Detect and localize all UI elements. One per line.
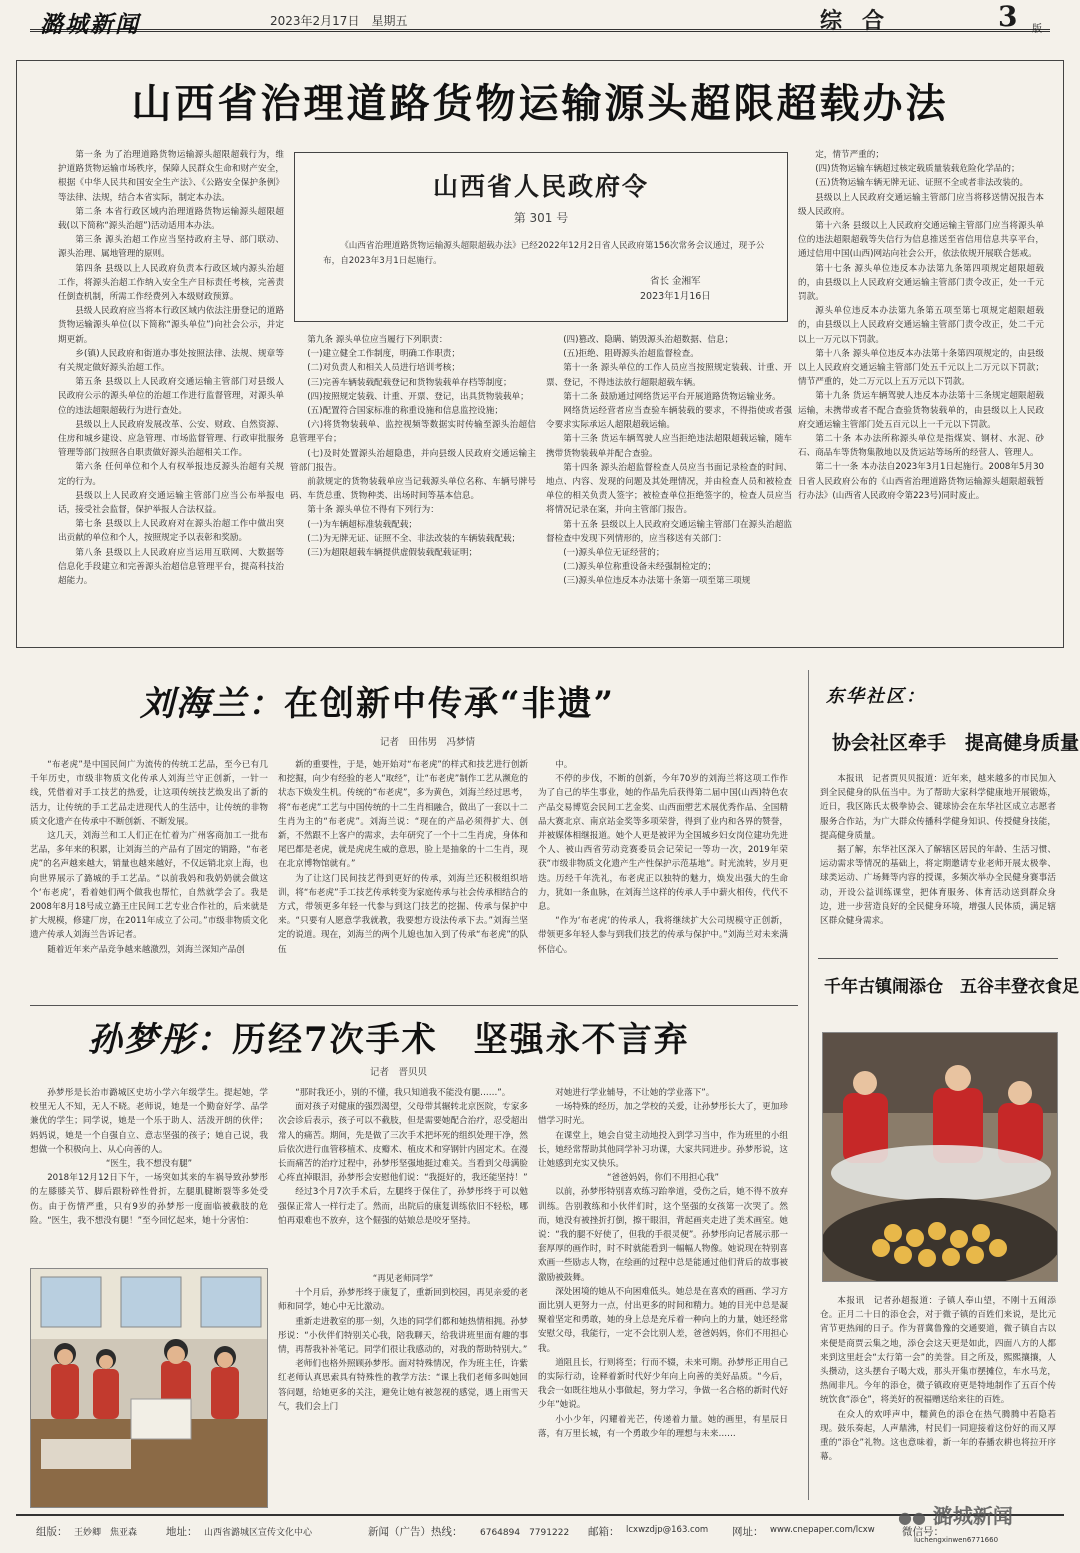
issue-date: 2023年2月17日 星期五 [270, 14, 408, 28]
article-paragraph: (一)源头单位无证经营的； [563, 548, 665, 559]
article-paragraph: (二)为无牌无证、证照不全、非法改装的车辆装载配载； [307, 533, 521, 544]
article-paragraph: 源头单位违反本办法第九条第五项至第七项规定超限超载的，由县级以上人民政府交通运输主管部门责令改正，处二千元以上一万元以下罚款。 [798, 306, 1044, 345]
sun-headline [88, 1012, 690, 1061]
liu-byline: 记者 田伟男 冯梦情 [380, 737, 476, 748]
article-paragraph: “那时我还小，别的不懂，我只知道我不能没有腿……”。 [295, 1088, 511, 1098]
regulation-column-2 [290, 333, 536, 633]
article-paragraph: 定，情节严重的； [815, 150, 884, 160]
regulation-headline: 山西省治理道路货物运输源头超限超载办法 [131, 80, 949, 127]
article-paragraph: 为了让这门民间技艺得到更好的传承，刘海兰还积极组织培训，将“布老虎”手工技艺传承转变为家庭传承与社会传承相结合的方式，带领更多年轻一代参与到这门技艺的挖掘、传承与保护中来。“只要有人愿意学我就教，我要想方设法传承下去。”刘海兰坚定的说道。现在，刘海兰的两个儿媳也加入到了传承“布老虎”的队伍 [278, 873, 528, 955]
order-title: 山西省人民政府令 [432, 172, 649, 201]
article-paragraph: 孙梦彤是长治市潞城区史坊小学六年级学生。提起她，学校里无人不知，无人不晓。老师说，她是一个勤奋好学、品学兼优的学生；同学说，她是一个乐于助人、活泼开朗的伙伴；妈妈说，她是一个自强自立、意志坚强的孩子；她自己说，我想做一个积极向上、从心向善的人。 [30, 1088, 268, 1155]
footer-editor-label: 组版： [36, 1526, 68, 1538]
article-paragraph: 第十五条 县级以上人民政府交通运输主管部门在源头治超监督检查中发现下列情形的，应当移送有关部门： [546, 519, 792, 544]
sun-column-1 [30, 1086, 268, 1262]
article-paragraph: 县级人民政府应当将本行政区域内依法注册登记的道路货物运输源头单位(以下简称“源头单位”)向社会公示，并定期更新。 [58, 306, 284, 345]
article-paragraph: (四)篡改、隐瞒、销毁源头治超数据、信息； [563, 335, 734, 345]
masthead [30, 0, 1050, 38]
article-paragraph: 老师们也格外照顾孙梦彤。面对特殊情况，作为班主任，许紫红老师认真思索具有特殊性的教学方法：“课上我们老师多叫她回答问题，给她更多的关注，避免让她有被忽视的感觉，遇上雨雪天气，我们会上门 [278, 1359, 528, 1412]
article-paragraph: 面对孩子对健康的强烈渴望，父母带其辗转北京医院，专家多次会诊后表示，孩子可以不截肢，但是需要她配合治疗，忍受超出常人的痛苦。期间，先是做了三次手术把坏死的组织处理干净，然后依次进行血管移植术、皮瓣术、植皮术和穿钢针内固定术。在漫长而痛苦的治疗过程中，孙梦彤坚强地挺过难关。当看到父母满脸心疼直掉眼泪，孙梦彤会安慰他们说：“我挺好的，我还能坚持！” [278, 1102, 528, 1184]
footer-hotline-label: 新闻（广告）热线： [368, 1526, 463, 1538]
sun-byline: 记者 晋贝贝 [370, 1067, 428, 1078]
article-paragraph: 重新走进教室的那一刻，久违的同学们都和她热情相拥。孙梦彤说：“小伙伴们特别关心我，陪我聊天，给我讲班里面有趣的事情，再帮我补补笔记。同学们很让我感动的，对我的帮助特别大。” [278, 1316, 528, 1356]
watermark [898, 1500, 1013, 1529]
article-paragraph: 深处困境的她从不向困难低头。她总是在喜欢的画画、学习方面比别人更努力一点，付出更多的时间和精力。她的目光中总是凝聚着坚定和勇敢，她的身上总是充斥着一种向上的力量，她还经常安慰父母，我能行，一定不会比别人差，爸爸妈妈，你们不用担心我。 [538, 1286, 788, 1354]
classroom-illustration [31, 1269, 268, 1508]
subheading: “再见老师同学” [372, 1274, 434, 1284]
page-suffix: 版 [1032, 24, 1042, 35]
article-paragraph: 对她进行学业辅导，不让她的学业落下”。 [555, 1088, 715, 1098]
footer-web: www.cnepaper.com/lcxw [770, 1525, 875, 1535]
subheading: “医生，我不想没有腿” [105, 1159, 193, 1170]
article-paragraph: 第十条 源头单位不得有下列行为： [307, 505, 439, 516]
article-paragraph: 以前，孙梦彤特别喜欢练习跆拳道，受伤之后，她不得不放弃训练。告别教练和小伙伴们时，这个坚强的女孩第一次哭了。然而，她没有被挫折打倒，擦干眼泪，背起画夹走进了美术画室。她说：“我的腿不好使了，但我的手很灵便”。孙梦彤向记者展示那一套厚厚的画作时，时不时就能看到一幅幅人物像。她说现在特别喜欢画一些励志人物，在绘画的过程中总是能通过他们背后的故事被激励被鼓舞。 [538, 1187, 788, 1283]
article-paragraph: 第十三条 货运车辆驾驶人应当拒绝违法超限超载运输，随车携带货物装载单并配合查验。 [546, 434, 792, 459]
footer-wechat-label: 微信号： [902, 1526, 944, 1538]
article-paragraph: 在众人的欢呼声中，糯黄色的添仓在热气腾腾中若隐若现。鼓乐奏起，人声鼎沸，村民们一同迎接着这份好的而又厚重的“添仓”礼物。这也意味着，新一年的春播农耕也将拉开序幕。 [820, 1409, 1056, 1463]
article-paragraph: 随着近年来产品竞争越来越激烈，刘海兰深知产品创 [47, 944, 245, 955]
donghua-kicker: 东华社区： [826, 686, 926, 707]
festival-photo [822, 1032, 1058, 1282]
article-paragraph: 前款规定的货物装载单应当记载源头单位名称、车辆号牌号码、车货总重、货物种类、出场时间等基本信息。 [290, 477, 536, 502]
footer-email-label: 邮箱： [588, 1526, 620, 1538]
article-paragraph: 县级以上人民政府交通运输主管部门应当公布举报电话，接受社会监督，保护举报人合法权益。 [58, 490, 284, 516]
regulation-column-1 [58, 148, 284, 638]
article-paragraph: 第四条 县级以上人民政府负责本行政区域内源头治超工作，将源头治超工作纳入安全生产目标责任考核，完善责任倒查机制，所需工作经费列入本级财政预算。 [58, 263, 284, 303]
liu-column-1 [30, 758, 268, 998]
article-paragraph: (二)对负责人和相关人员进行培训考核； [307, 363, 460, 374]
donghua-title: 协会社区牵手 提高健身质量 [832, 732, 1080, 754]
article-paragraph: (四)按照规定装载、计重、开票、登记，出具货物装载单； [307, 391, 529, 402]
article-paragraph: (六)将货物装载单、监控视频等数据实时传输至源头治超信息管理平台； [290, 420, 536, 445]
sun-headline-title: 历经7次手术 坚强永不言弃 [232, 1020, 690, 1060]
qiannian-body [820, 1294, 1056, 1504]
article-paragraph: 这几天，刘海兰和工人们正在忙着为广州客商加工一批布艺品，多年来的积累，让刘海兰的产品有了固定的销路，“布老虎”的名声越来越大，销量也越来越好，不仅远销北京上海，也向世界展示了潞城的手工艺品。“以前我妈和我奶奶就会做这个‘布老虎’，看着她们两个做我也帮忙，自然就学会了。我是2008年8月18号成立潞王庄民间工艺专业合作社的，后来就是扩大规模，修建厂房，在2011年成立了公司。”市级非物质文化遗产传承人刘海兰告诉记者。 [30, 831, 268, 941]
article-paragraph: “布老虎”是中国民间广为流传的传统工艺品，至今已有几千年历史，市级非物质文化传承人刘海兰守正创新，一针一线，凭借着对手工技艺的热爱，让这项传统技艺焕发出了新的活力，让传统的手工艺品走进现代人的生活中，让传统的非物质文化遗产在传承中不断创新、不断发展。 [30, 760, 268, 827]
liu-headline [140, 676, 615, 725]
wechat-icon: ●● [898, 1508, 926, 1527]
article-paragraph: 新的重要性，于是，她开始对“布老虎”的样式和技艺进行创新和挖掘，向少有经验的老人“取经”，让“布老虎”制作工艺从濒危的状态下焕发生机。传统的“布老虎”，多为黄色，刘海兰经过思考，将“布老虎”工艺与中国传统的十二生肖相融合，做出了一套以十二生肖为主的“布老虎”。刘海兰说：“现在的产品必须得扩大、创新，不然跟不上客户的需求，去年研究了一个十二生肖虎，身体和尾巴都是老虎，就是虎虎生威的意思，脸上是抽象的十二生肖，现在北京博物馆就有。” [278, 760, 528, 870]
article-paragraph: (五)拒绝、阻碍源头治超监督检查。 [563, 349, 699, 360]
footer-editor: 王妙卿 焦亚森 [74, 1528, 138, 1538]
article-paragraph: (七)及时处置源头治超隐患，并向县级人民政府交通运输主管部门报告。 [290, 448, 536, 473]
article-paragraph: 在课堂上，她会自觉主动地投入到学习当中，作为班里的小组长，她经常帮助其他同学补习功课，大家共同进步。孙梦彤说，这让她感到充实又快乐。 [538, 1130, 788, 1170]
liu-column-2 [278, 758, 528, 998]
article-paragraph: 2018年12月12日下午，一场突如其来的车祸导致孙梦彤的左膝膝关节、脚后跟粉碎性骨折，左腿肌腱断裂等多处受伤。由于伤情严重，只有9岁的孙梦彤一度面临被截肢的危险。“医生，我不想没有腿！”至今回忆起来，她十分害怕： [30, 1173, 268, 1226]
footer-address: 山西省潞城区宣传文化中心 [204, 1528, 313, 1538]
order-body: 《山西省治理道路货物运输源头超限超载办法》已经2022年12月2日省人民政府第156次常务会议通过，现予公布，自2023年3月1日起施行。 [323, 241, 765, 266]
sun-column-2b [278, 1272, 528, 1508]
article-paragraph: 第二条 本省行政区域内治理道路货物运输源头超限超载(以下简称“源头治超”)活动适用本办法。 [58, 206, 284, 232]
article-paragraph: 本报讯 记者孙超报道：子镇人奉山望，不刚十五闹添仓。正月二十日的添仓会，对于微子镇的百姓们来说，是比元宵节更热闹的日子。作为晋冀鲁豫的交通要道，微子镇自古以来便是商贾云集之地，添仓会这天更是如此，四面八方的人都来到这里赶会“太行第一会”的美誉。目之所及，熙熙攘攘，人头攒动，这头摆台子喝大戏，那头开集市摆摊位，车水马龙，热闹非凡。今年的添仓，微子镇政府更是特地制作了五百个传统饮食“添仓”，将美好的祝福赠送给来往的百姓。 [820, 1296, 1056, 1406]
article-paragraph: “作为‘布老虎’的传承人，我将继续扩大公司规模守正创新，带领更多年轻人参与到我们技艺的传承与保护中。”刘海兰对未来满怀信心。 [538, 916, 788, 955]
donghua-body [820, 772, 1056, 952]
footer-email: lcxwzdjp@163.com [626, 1525, 709, 1535]
article-paragraph: 第十二条 鼓励通过网络货运平台开展道路货物运输业务。 [563, 391, 781, 402]
article-paragraph: 十个月后，孙梦彤终于康复了，重新回到校园，再见亲爱的老师和同学，她心中无比激动。 [278, 1288, 528, 1313]
article-paragraph: 中。 [555, 760, 573, 770]
article-paragraph: (三)为超限超载车辆提供虚假装载配载证明； [307, 548, 478, 559]
article-paragraph: 第七条 县级以上人民政府对在源头治超工作中做出突出贡献的单位和个人，按照规定予以表彰和奖励。 [58, 519, 284, 544]
newspaper-logo: 潞城新闻 [40, 11, 140, 38]
article-paragraph: 网络货运经营者应当查验车辆装载的要求，不得指使或者强令要求实际承运人超限超载运输。 [546, 406, 792, 431]
footer-wechat: luchengxinwen6771660 [914, 1536, 999, 1544]
classroom-photo [30, 1268, 268, 1508]
column-divider [808, 670, 809, 1500]
regulation-column-3 [546, 333, 792, 633]
article-paragraph: (三)源头单位违反本办法第十条第一项至第三项规 [563, 576, 751, 587]
footer-address-label: 地址： [166, 1526, 198, 1538]
article-paragraph: 本报讯 记者贾贝贝报道：近年来，越来越多的市民加入到全民健身的队伍当中。为了帮助大家科学健康地开展锻炼，近日，我区陈氏太极拳协会、键球协会在东华社区成立志愿者服务合作站，为广大群众传播科学健身知识、传授健身技能，提高健身质量。 [820, 774, 1056, 841]
article-paragraph: 经过3个月7次手术后，左腿终于保住了，孙梦彤终于可以勉强保正常人一样行走了。然而，出院后的康复训练依旧不轻松，哪怕再艰难也不放弃，这个倔强的姑娘总是咬牙坚持。 [278, 1187, 528, 1226]
sun-column-2a [278, 1086, 528, 1262]
liu-column-3 [538, 758, 788, 998]
government-order-box [294, 152, 788, 322]
article-paragraph: (一)建立健全工作制度，明确工作职责； [307, 349, 460, 360]
article-paragraph: 据了解，东华社区深入了解辖区居民的年龄、生活习惯、运动需求等情况的基础上，将定期邀请专业老师开展太极拳、球类运动、广场舞等内容的授课，多频次举办全民健身赛事活动，开设公益训练课堂，把体育服务、体育活动送到群众身边，进一步营造良好的全民健身环境，增强人民体质，满足辖区群众健身需求。 [820, 845, 1056, 927]
article-paragraph: 第十七条 源头单位违反本办法第九条第四项规定超限超载的，由县级以上人民政府交通运输主管部门责令改正，处一千元罚款。 [798, 263, 1044, 303]
article-paragraph: (三)完善车辆装载配载登记和货物装载单存档等制度； [307, 377, 512, 388]
section-divider [30, 1005, 798, 1006]
article-paragraph: 第九条 源头单位应当履行下列职责： [307, 335, 448, 345]
liu-headline-title: 在创新中传承“非遗” [284, 684, 616, 724]
article-paragraph: 小小少年，闪耀着光芒，传递着力量。她的画里，有星辰日落，有万里长城，有一个勇敢少年的理想与未来…… [538, 1414, 788, 1439]
regulation-column-4 [798, 148, 1044, 638]
article-paragraph: (二)源头单位称重设备未经强制检定的； [563, 562, 716, 573]
sun-column-3 [538, 1086, 788, 1508]
article-paragraph: 第五条 县级以上人民政府交通运输主管部门对县级人民政府公示的源头单位的治超工作进行监督管理，对源头单位的违法超限超载行为进行查处。 [58, 377, 284, 416]
article-paragraph: 第十六条 县级以上人民政府交通运输主管部门应当将源头单位的违法超限超载等失信行为信息推送至省信用信息共享平台，通过信用中国(山西)网站向社会公开，依法依规开展联合惩戒。 [798, 221, 1044, 260]
watermark-text: 潞城新闻 [932, 1504, 1013, 1528]
article-paragraph: 第三条 源头治超工作应当坚持政府主导、部门联动、源头治理、属地管理的原则。 [58, 235, 284, 260]
article-paragraph: (一)为车辆超标准装载配载； [307, 519, 418, 530]
footer-web-label: 网址： [732, 1526, 764, 1538]
article-paragraph: 第十九条 货运车辆驾驶人违反本办法第十三条规定超限超载运输，未携带或者不配合查验货物装载单的，由县级以上人民政府交通运输主管部门处五百元以上一千元以下罚款。 [798, 391, 1044, 430]
festival-illustration [823, 1033, 1058, 1282]
article-paragraph: 第八条 县级以上人民政府应当运用互联网、大数据等信息化手段建立和完善源头治超信息管理平台，提高科技治超能力。 [58, 547, 284, 587]
article-paragraph: 第十一条 源头单位的工作人员应当按照规定装载、计重、开票、登记，不得违法放行超限超载车辆。 [546, 363, 792, 388]
article-paragraph: 第十八条 源头单位违反本办法第十条第四项规定的，由县级以上人民政府交通运输主管部门处五千元以上二万元以下罚款；情节严重的，处二万元以上五万元以下罚款。 [798, 348, 1044, 388]
section-divider [818, 958, 1058, 959]
article-paragraph: (五)配置符合国家标准的称重设施和信息监控设施； [307, 406, 503, 417]
order-signer: 省长 金湘军 [650, 276, 701, 287]
liu-headline-name: 刘海兰： [140, 684, 284, 724]
footer-hotline: 6764894 7791222 [480, 1528, 570, 1538]
sun-headline-name: 孙梦彤： [88, 1020, 232, 1060]
article-paragraph: 不停的步伐，不断的创新，今年70岁的刘海兰将这项工作作为了自己的毕生事业，她的作品先后获得第二届中国(山西)特色农产品交易博览会民间工艺金奖、山西面塑艺术展优秀作品、全国精品大赛北京、南京站金奖等多项荣誉，得到了业内和各界的赞誉，并被媒体相继报道。她个人更是被评为全国城乡妇女岗位建功先进个人、被山西省劳动竞赛委员会记荣记一等功一次，2019年荣获“市级非物质文化遗产生产性保护示范基地”。时光流转，岁月更迭。历经千年洗礼，布老虎正以独特的魅力，焕发出强大的生命力，犹如一条血脉，在刘海兰这样的传承人手中薪火相传，代代不息。 [538, 774, 788, 913]
article-paragraph: 县级以上人民政府交通运输主管部门应当将移送情况报告本级人民政府。 [798, 192, 1044, 217]
article-paragraph: (四)货物运输车辆超过核定载质量装载危险化学品的； [815, 164, 1020, 175]
qiannian-title: 千年古镇闹添仓 五谷丰登衣食足 [824, 977, 1079, 997]
section-name: 综合 [820, 8, 905, 34]
order-date: 2023年1月16日 [640, 291, 711, 302]
article-paragraph: 第六条 任何单位和个人有权举报违反源头治超有关规定的行为。 [58, 462, 284, 487]
page-number: 3 [998, 0, 1018, 33]
article-paragraph: 道阻且长，行则将至；行而不辍，未来可期。孙梦彤正用自己的实际行动，诠释着新时代好少年向上向善的美好品质。“今后，我会一如既往地从小事做起，努力学习，争做一名合格的新时代好少年”她说。 [538, 1357, 788, 1411]
article-paragraph: 第二十条 本办法所称源头单位是指煤炭、钢材、水泥、砂石、商品车等货物集散地以及货运站等场所的经营人、管理人。 [798, 434, 1044, 459]
subheading: “爸爸妈妈，你们不用担心我” [606, 1173, 720, 1184]
order-number: 第 301 号 [513, 211, 569, 225]
article-paragraph: 第十四条 源头治超监督检查人员应当书面记录检查的时间、地点、内容、发现的问题及其处理情况，并由检查人员和被检查单位的相关负责人签字；被检查单位拒绝签字的，检查人员应当将情况记录在案，并向主管部门报告。 [546, 462, 792, 516]
article-paragraph: 第一条 为了治理道路货物运输源头超限超载行为，维护道路货物运输市场秩序，保障人民群众生命和财产安全，根据《中华人民共和国安全生产法》、《公路安全保护条例》等法律、法规，结合本省实际，制定本办法。 [58, 150, 284, 203]
article-paragraph: 一场特殊的经历，加之学校的关爱，让孙梦彤长大了，更加珍惜学习时光。 [538, 1102, 788, 1127]
article-paragraph: 县级以上人民政府发展改革、公安、财政、自然资源、住房和城乡建设、应急管理、市场监督管理、行政审批服务管理等部门按照各自职责做好源头治超相关工作。 [58, 419, 284, 459]
article-paragraph: (五)货物运输车辆无牌无证、证照不全或者非法改装的。 [815, 178, 1029, 189]
article-paragraph: 第二十一条 本办法自2023年3月1日起施行。2008年5月30日省人民政府公布的《山西省治理道路货物运输源头超限超载暂行办法》(山西省人民政府令第223号)同时废止。 [798, 462, 1044, 501]
article-paragraph: 乡(镇)人民政府和街道办事处按照法律、法规、规章等有关规定做好源头治超工作。 [58, 348, 284, 374]
